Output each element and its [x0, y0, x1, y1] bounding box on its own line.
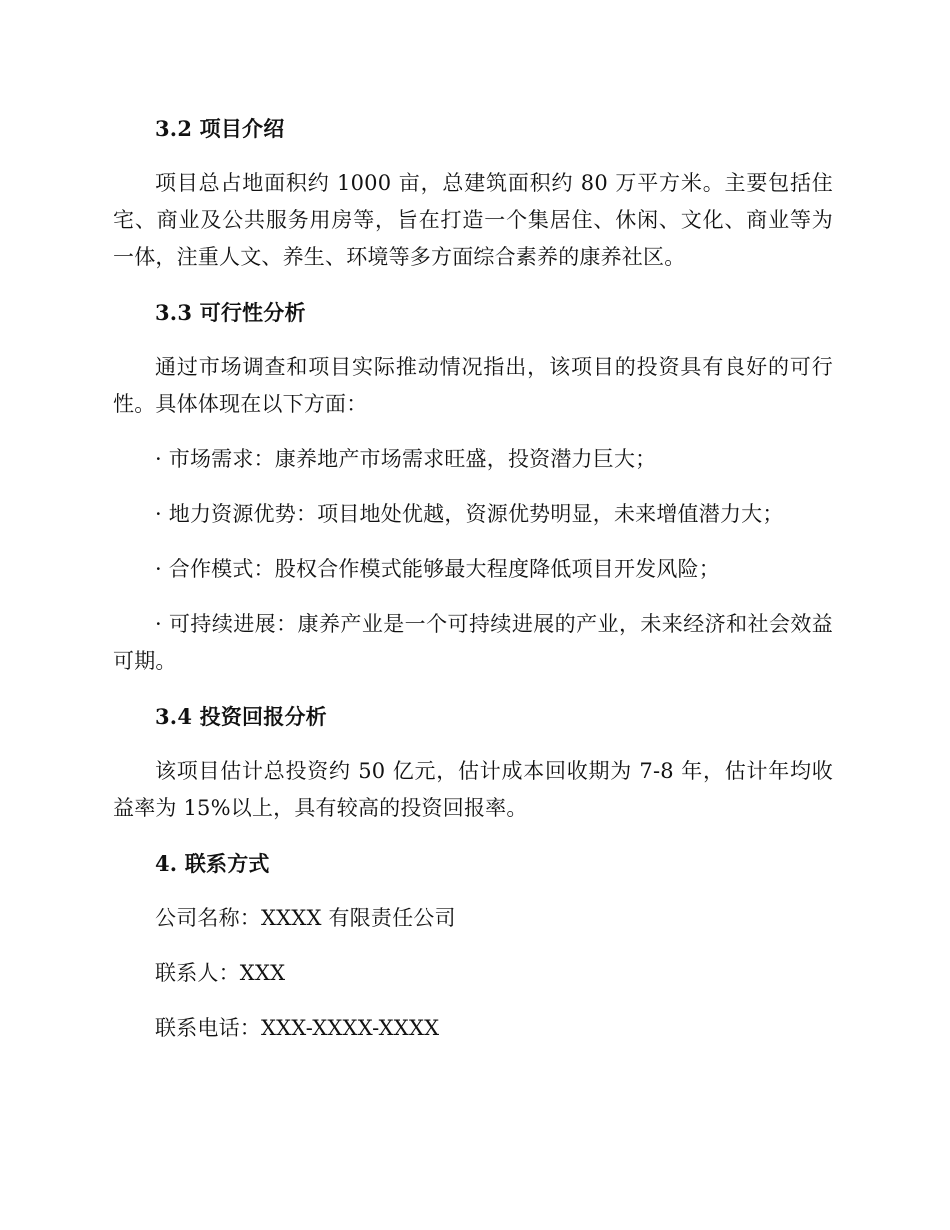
document-content [113, 110, 833, 1065]
contact-company: 公司名称：XXXX 有限责任公司 [155, 906, 456, 930]
bullet-sustainable-progress: · 可持续进展：康养产业是一个可持续进展的产业，未来经济和社会效益可期。 [113, 612, 833, 673]
bullet-cooperation-model: · 合作模式：股权合作模式能够最大程度降低项目开发风险； [155, 557, 720, 581]
section-heading-3-3: 3.3 可行性分析 [155, 300, 306, 325]
section-paragraph-3-2: 项目总占地面积约 1000 亩，总建筑面积约 80 万平方米。主要包括住宅、商业及公共服务用房等，旨在打造一个集居住、休闲、文化、商业等为一体，注重人文、养生、环境等多方面综合素养的康养社区。 [113, 171, 833, 269]
bullet-resource-advantage: · 地力资源优势：项目地处优越，资源优势明显，未来增值潜力大； [155, 502, 784, 526]
bullet-market-demand: · 市场需求：康养地产市场需求旺盛，投资潜力巨大； [155, 447, 657, 471]
section-paragraph-3-4: 该项目估计总投资约 50 亿元，估计成本回收期为 7-8 年，估计年均收益率为 15%以上，具有较高的投资回报率。 [113, 759, 833, 820]
section-intro-3-3: 通过市场调查和项目实际推动情况指出，该项目的投资具有良好的可行性。具体体现在以下方面： [113, 355, 833, 416]
section-heading-3-2: 3.2 项目介绍 [155, 116, 285, 141]
section-heading-4: 4. 联系方式 [155, 851, 270, 876]
contact-phone: 联系电话：XXX-XXXX-XXXX [155, 1016, 440, 1040]
section-heading-3-4: 3.4 投资回报分析 [155, 704, 327, 729]
contact-person: 联系人：XXX [155, 961, 286, 985]
